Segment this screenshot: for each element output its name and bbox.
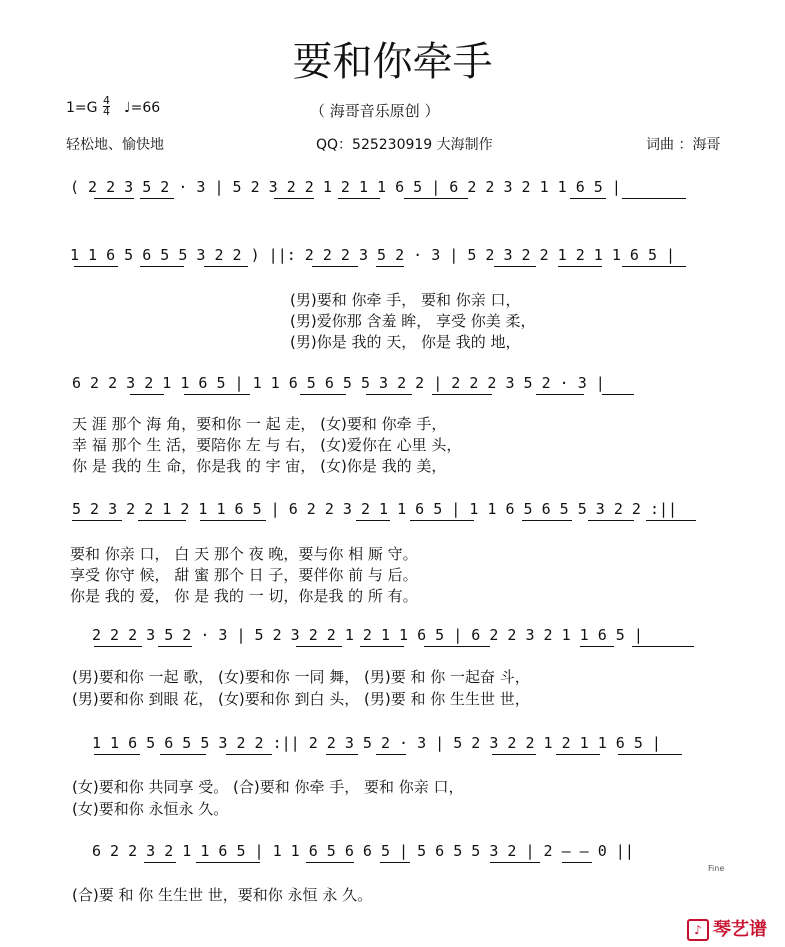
- tempo-mark: ♩=66: [124, 100, 161, 116]
- time-signature-top: 4: [103, 94, 110, 107]
- lyric-line: (男)要和 你牵 手， 要和 你亲 口，: [290, 291, 521, 309]
- subtitle: （ 海哥音乐原创 ）: [310, 102, 440, 120]
- credits: 词曲 ：海哥: [646, 137, 721, 153]
- lyrics-block-6: [72, 884, 372, 905]
- watermark-text: 琴艺谱: [713, 919, 767, 940]
- lyric-line: 享受 你守 候， 甜 蜜 那个 日 子，要伴你 前 与 后。: [70, 566, 418, 584]
- notation-row-2: 1 1 6 5 6 5 5 3 2 2 ) ||: 2 2 2 3 5 2 · 3 | 5 2 3 2 2 1 2 1 1 6 5 |: [70, 246, 676, 264]
- watermark-logo: [687, 915, 767, 941]
- time-signature-bottom: 4: [103, 105, 110, 118]
- music-logo-icon: ♪: [687, 919, 709, 941]
- lyric-line: 你 是 我的 生 命，你是我 的 宇 宙， (女)你是 我的 美，: [72, 457, 447, 475]
- lyric-line: (合)要 和 你 生生世 世，要和你 永恒 永 久。: [72, 886, 373, 904]
- song-title: 要和你牵手: [292, 39, 493, 85]
- key-signature: 1=G: [66, 100, 98, 116]
- lyrics-block-4: [72, 666, 530, 710]
- notation-row-7: 6 2 2 3 2 1 1 6 5 | 1 1 6 5 6 6 5 | 5 6 5 5 3 2 | 2 — — 0 ||: [92, 842, 634, 860]
- notation-row-4: 5 2 3 2 2 1 2 1 1 6 5 | 6 2 2 3 2 1 1 6 5 | 1 1 6 5 6 5 5 3 2 2 :||: [72, 500, 678, 518]
- notation-row-6: 1 1 6 5 6 5 5 3 2 2 :|| 2 2 3 5 2 · 3 | 5 2 3 2 2 1 2 1 1 6 5 |: [92, 734, 661, 752]
- contact-info: QQ：525230919 大海制作: [316, 137, 493, 153]
- lyric-line: (男)你是 我的 天， 你是 我的 地，: [290, 333, 521, 351]
- notation-row-3: 6 2 2 3 2 1 1 6 5 | 1 1 6 5 6 5 5 3 2 2 | 2 2 2 3 5 2 · 3 |: [72, 374, 605, 392]
- lyric-line: (女)要和你 永恒永 久。: [72, 800, 229, 818]
- lyrics-block-3: [70, 544, 418, 607]
- lyric-line: 天 涯 那个 海 角，要和你 一 起 走， (女)要和 你牵 手，: [72, 415, 447, 433]
- lyrics-block-1: [290, 290, 536, 353]
- lyric-line: (男)要和你 一起 歌， (女)要和你 一同 舞， (男)要 和 你 一起奋 斗，: [72, 668, 530, 686]
- notation-row-5: 2 2 2 3 5 2 · 3 | 5 2 3 2 2 1 2 1 1 6 5 | 6 2 2 3 2 1 1 6 5 |: [92, 626, 643, 644]
- lyrics-block-2: [72, 414, 461, 477]
- time-signature: [103, 96, 110, 117]
- fine-mark: Fine: [708, 864, 725, 873]
- lyric-line: 幸 福 那个 生 活，要陪你 左 与 右， (女)爱你在 心里 头，: [72, 436, 462, 454]
- mood-marking: 轻松地、愉快地: [66, 137, 164, 153]
- lyric-line: 你是 我的 爱， 你 是 我的 一 切，你是我 的 所 有。: [70, 587, 418, 605]
- lyric-line: 要和 你亲 口， 白 天 那个 夜 晚，要与你 相 厮 守。: [70, 545, 418, 563]
- lyric-line: (男)要和你 到眼 花， (女)要和你 到白 头， (男)要 和 你 生生世 世，: [72, 690, 530, 708]
- lyric-line: (男)爱你那 含羞 眸， 享受 你美 柔，: [290, 312, 536, 330]
- lyric-line: (女)要和你 共同享 受。 (合)要和 你牵 手， 要和 你亲 口，: [72, 778, 464, 796]
- notation-row-1: ( 2 2 3 5 2 · 3 | 5 2 3 2 2 1 2 1 1 6 5 | 6 2 2 3 2 1 1 6 5 |: [70, 178, 621, 196]
- lyrics-block-5: [72, 776, 464, 820]
